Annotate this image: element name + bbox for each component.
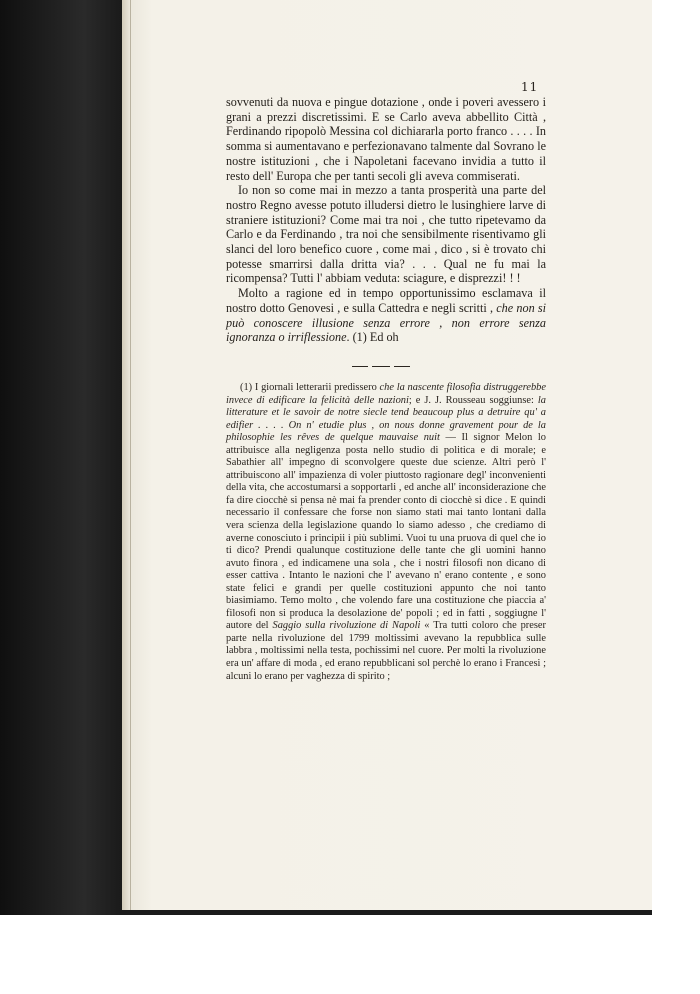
footnote-s3: ; e J. J. Rousseau soggiunse:	[408, 394, 534, 406]
paragraph-3-quote: che non si può conoscere illusione senza errore , non errore senza ignoranza o irriflessione	[226, 300, 547, 345]
footnote-s5: — Il signor Melon lo attribuisce alla negligenza posta nello studio di politica e di morale; e Sabathier all' impegno di sconvolgere queste due scienze. Altri però l' attribuiscono all' impazienza di voler piuttosto ragionare degl' inconvenienti della vita, che accostumarsi a sopportarli , ed anche all' inconsiderazione che fa dire ciocchè si pensa nè mai fa prender conto di ciocchè si dice . E quindi necessario il confessare che forse non siamo stati mai tanto lontani dalla vera scienza della legislazione quando lo siamo adesso , che crediamo di averne conosciuto i principii i più sublimi. Vuoi tu una pruova di quel che io ti dico? Prendi qualunque costituzione delle tante che gli uomini hanno avuto finora , ed indicamene una sola , che i nostri filosofi non dicano di esser cattiva . Intanto le nazioni che l' avevano n' erano contente , e sono state felici e grandi per quelle costituzioni appunto che noi tanto biasimiamo. Temo molto , che volendo fare una costituzione che piaccia a' filosofi non si produca la desolazione de' popoli ; ed in fatti , soggiugne l' autore del	[226, 432, 546, 632]
footnote-s6: Saggio sulla rivoluzione di Napoli	[272, 620, 421, 632]
paragraph-3	[226, 286, 546, 345]
page-number: 11	[521, 80, 539, 94]
paragraph-3-end: . (1) Ed oh	[346, 330, 399, 345]
page-edge	[130, 0, 131, 910]
paragraph-1: sovvenuti da nuova e pingue dotazione , onde i poveri avessero i grani a prezzi discretissimi. E se Carlo aveva abbellito Città , Ferdinando ripopolò Messina col dichiararla porto franco . . . . In somma si aumentavano e perfezionavano talmente dal Sovrano le nostre istituzioni , che i Napoletani facevano invidia a tutto il resto dell' Europa che per tanti secoli gli aveva commiserati.	[226, 95, 546, 183]
footnote-s7: « Tra tutti coloro che preser parte nella rivoluzione del 1799 moltissimi avevano la repubblica sulle labbra , moltissimi nella testa, pochissimi nel cuore. Per molti la rivoluzione era un' affare di moda , ed erano repubblicani sol perchè lo erano i Francesi ; alcuni lo erano per vaghezza di spirito ;	[226, 620, 546, 682]
book-spine-shadow	[0, 0, 120, 915]
footnote-text	[226, 382, 546, 683]
footnote	[226, 382, 546, 683]
footnote-separator	[352, 363, 410, 371]
main-text	[226, 95, 546, 345]
footnote-s2: che la nascente filosofia distruggerebbe invece di edificare la felicità delle nazioni	[226, 382, 546, 406]
footnote-s1: (1) I giornali letterarii predissero	[240, 382, 377, 393]
paragraph-3-start: Molto a ragione ed in tempo opportunissimo esclamava il nostro dotto Genovesi , e sulla Cattedra e negli scritti ,	[226, 286, 546, 315]
footnote-s4: la litterature et le savoir de notre siecle tend beaucoup plus a detruire qu' a edifier . . . . On n' etudie plus , on nous donne gravement pour de la philosophie les rêves de quelque mauvaise nuit	[226, 394, 546, 444]
paragraph-2: Io non so come mai in mezzo a tanta prosperità una parte del nostro Regno avesse potuto illudersi dietro le lusinghiere larve di straniere istituzioni? Come mai tra noi , che tutto ripetevamo da Carlo e da Ferdinando , tra noi che sensibilmente risentivamo gli slanci del loro benefico cuore , come mai , dico , si è trovato chi potesse smarrirsi dalla dritta via? . . . Qual ne fu mai la ricompensa? Tutti l' abbiam veduta: sciagure, e disprezzi! ! !	[226, 183, 546, 286]
